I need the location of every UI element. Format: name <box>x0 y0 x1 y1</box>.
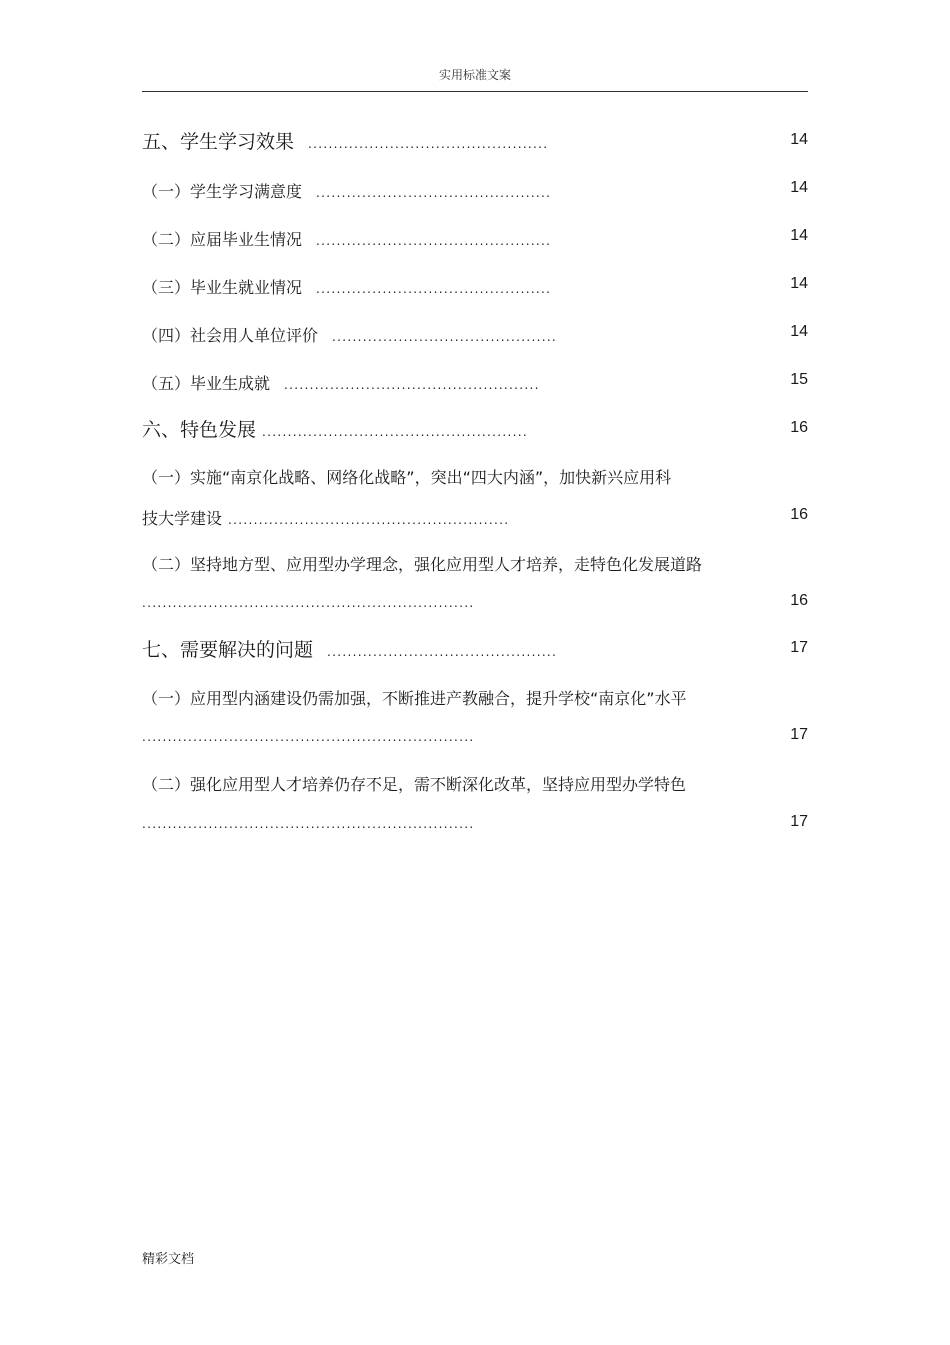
toc-page: 16 <box>790 419 808 436</box>
toc-leader: .............................................. <box>316 282 552 296</box>
toc-title: （三）毕业生就业情况 <box>142 278 303 297</box>
toc-page: 15 <box>790 371 808 388</box>
toc-page: 14 <box>790 275 808 292</box>
toc-page: 14 <box>790 179 808 196</box>
toc-entry-continuation[interactable] <box>142 813 808 832</box>
toc-entry-continuation[interactable] <box>142 506 808 529</box>
toc-title: （二）强化应用型人才培养仍存不足，需不断深化改革，坚持应用型办学特色 <box>142 775 687 794</box>
page-footer: 精彩文档 <box>142 1252 195 1267</box>
toc-page: 16 <box>790 506 808 523</box>
toc-leader: ............................................... <box>308 137 549 151</box>
toc-title-cont: 技大学建设 <box>142 509 223 528</box>
toc-title: （五）毕业生成就 <box>142 374 271 393</box>
toc-entry[interactable] <box>142 275 808 298</box>
toc-leader: .............................................. <box>316 234 552 248</box>
toc-entry[interactable] <box>142 552 808 575</box>
toc-page: 14 <box>790 131 808 148</box>
toc-entry-continuation[interactable] <box>142 592 808 611</box>
toc-entry[interactable] <box>142 415 808 442</box>
toc-page: 14 <box>790 323 808 340</box>
toc-leader: .............................................. <box>316 186 552 200</box>
toc-title: （四）社会用人单位评价 <box>142 326 319 345</box>
toc-leader: ................................................................. <box>142 730 475 744</box>
toc-entry-continuation[interactable] <box>142 726 808 745</box>
toc-leader: ................................................................. <box>142 596 475 610</box>
toc-page: 17 <box>790 639 808 656</box>
header-rule <box>142 91 808 92</box>
toc-leader: ................................................................. <box>142 817 475 831</box>
toc-entry[interactable] <box>142 323 808 346</box>
toc-entry[interactable] <box>142 371 808 394</box>
toc-title: 六、特色发展 <box>142 419 257 441</box>
toc-entry[interactable] <box>142 772 808 795</box>
toc-title: 七、需要解决的问题 <box>142 639 314 661</box>
toc-title: （一）实施“南京化战略、网络化战略”，突出“四大内涵”，加快新兴应用科 <box>142 468 672 487</box>
toc-page: 16 <box>790 592 808 609</box>
toc-entry[interactable] <box>142 179 808 202</box>
toc-leader: .................................................. <box>284 378 540 392</box>
toc-entry[interactable] <box>142 635 808 662</box>
toc-entry[interactable] <box>142 127 808 154</box>
toc-title: 五、学生学习效果 <box>142 131 295 153</box>
toc-title: （二）应届毕业生情况 <box>142 230 303 249</box>
toc-entry[interactable] <box>142 465 808 488</box>
toc-page: 14 <box>790 227 808 244</box>
toc-page: 17 <box>790 813 808 830</box>
toc-title: （一）应用型内涵建设仍需加强，不断推进产教融合，提升学校“南京化”水平 <box>142 689 687 708</box>
toc-entry[interactable] <box>142 686 808 709</box>
toc-title: （二）坚持地方型、应用型办学理念，强化应用型人才培养，走特色化发展道路 <box>142 555 703 574</box>
toc-leader: ............................................. <box>327 645 558 659</box>
toc-entry[interactable] <box>142 227 808 250</box>
toc-leader: ............................................ <box>332 330 558 344</box>
toc-leader: .................................................... <box>262 425 528 439</box>
page-header: 实用标准文案 <box>438 68 511 82</box>
toc-leader: ....................................................... <box>228 513 510 527</box>
toc-title: （一）学生学习满意度 <box>142 182 303 201</box>
toc-page: 17 <box>790 726 808 743</box>
